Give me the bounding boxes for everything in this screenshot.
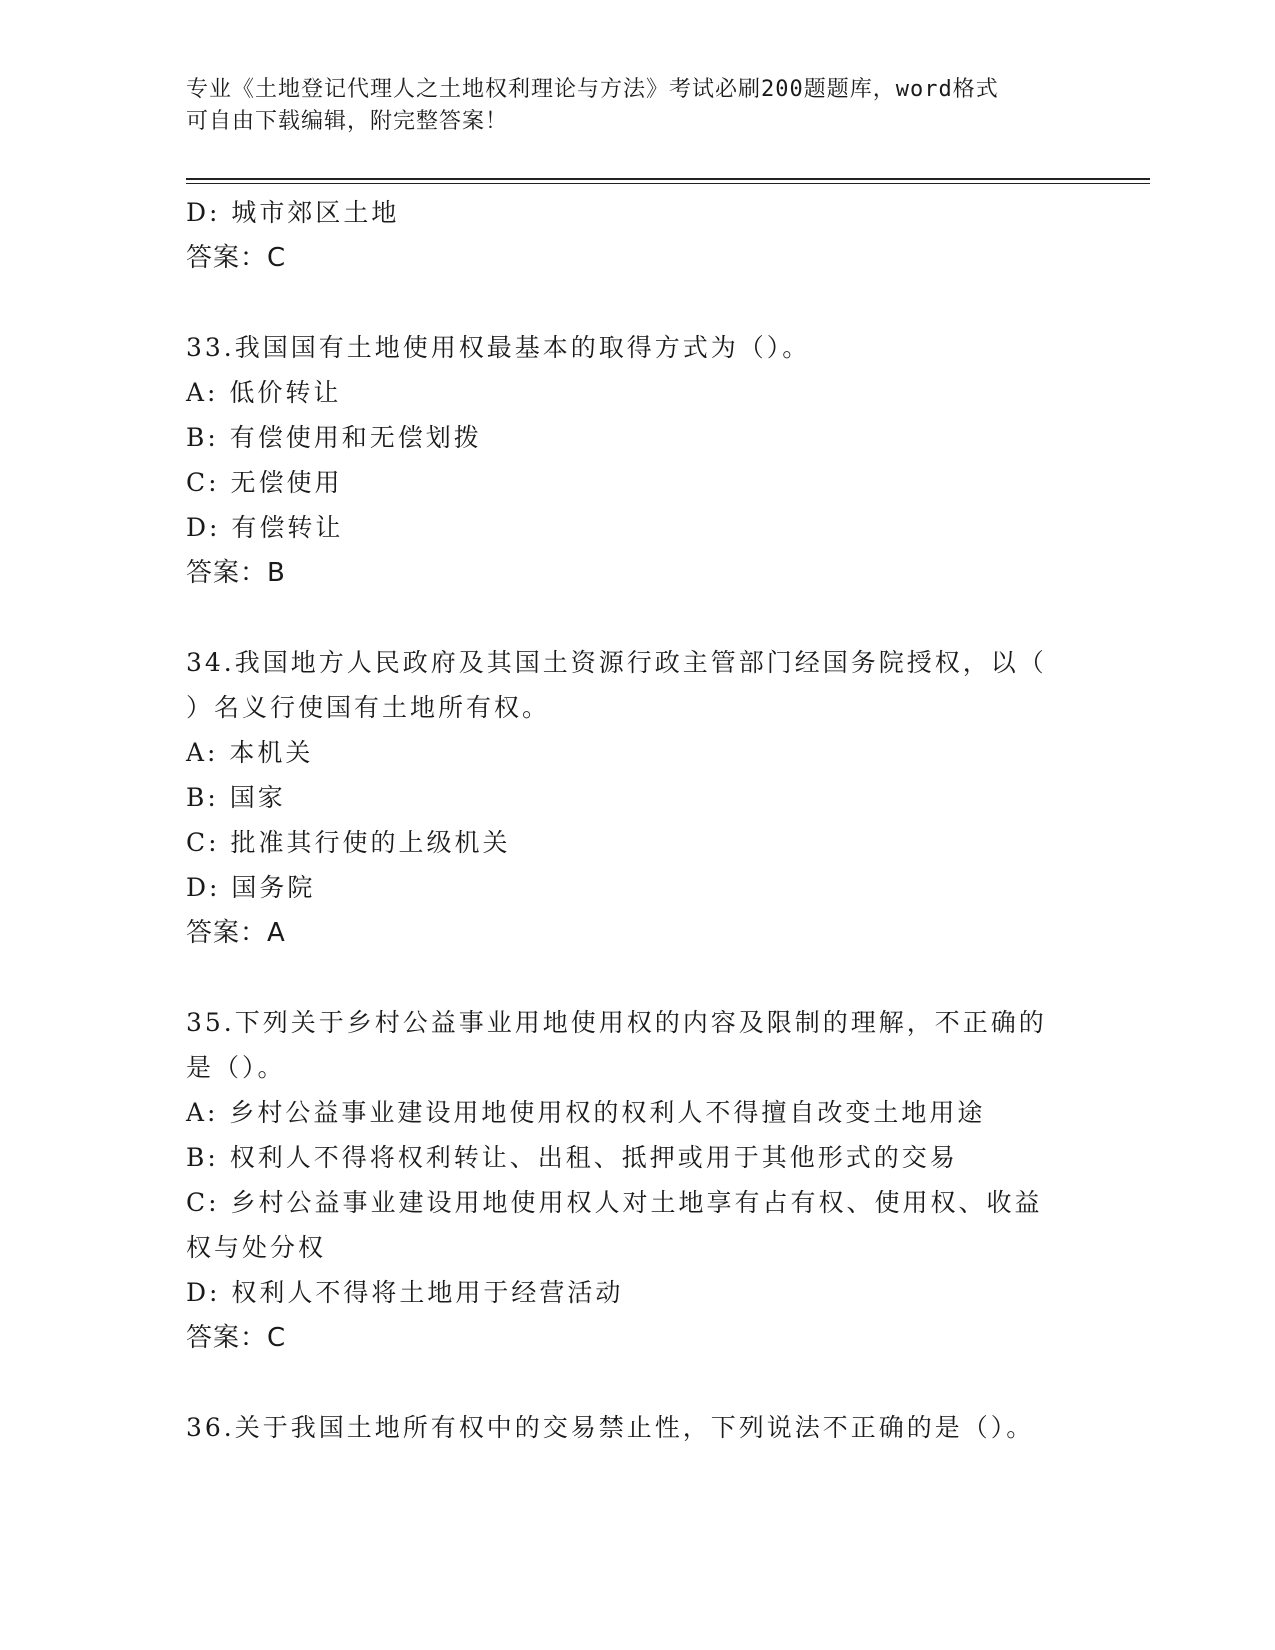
option-b: B: 有偿使用和无偿划拨 xyxy=(186,423,482,452)
option-c-line-2: 权与处分权 xyxy=(186,1233,327,1262)
question-stem-line-2: ）名义行使国有土地所有权。 xyxy=(186,693,551,722)
answer: 答案：C xyxy=(186,1323,287,1353)
answer: 答案：A xyxy=(186,918,286,948)
option-c: C: 批准其行使的上级机关 xyxy=(186,828,511,857)
header-title-line-2: 可自由下载编辑，附完整答案！ xyxy=(186,109,509,134)
question-stem: 36.关于我国土地所有权中的交易禁止性，下列说法不正确的是（）。 xyxy=(186,1413,1035,1442)
question-stem-line-2: 是（）。 xyxy=(186,1053,286,1082)
spacer xyxy=(186,956,1086,1000)
option-d: D: 权利人不得将土地用于经营活动 xyxy=(186,1278,624,1307)
spacer xyxy=(186,596,1086,640)
document-header xyxy=(186,74,1066,138)
option-c: C: 无偿使用 xyxy=(186,468,343,497)
option-a: A: 乡村公益事业建设用地使用权的权利人不得擅自改变土地用途 xyxy=(186,1098,986,1127)
question-34 xyxy=(186,640,1086,956)
option-d: D: 国务院 xyxy=(186,873,316,902)
header-divider-thin xyxy=(186,183,1150,184)
option-c-line-1: C: 乡村公益事业建设用地使用权人对土地享有占有权、使用权、收益 xyxy=(186,1188,1043,1217)
header-divider-thick xyxy=(186,178,1150,180)
question-stem-line-1: 35.下列关于乡村公益事业用地使用权的内容及限制的理解，不正确的 xyxy=(186,1008,1047,1037)
prev-option-d: D: 城市郊区土地 xyxy=(186,198,400,227)
question-stem-line-1: 34.我国地方人民政府及其国土资源行政主管部门经国务院授权，以（ xyxy=(186,648,1047,677)
option-a: A: 低价转让 xyxy=(186,378,342,407)
option-d: D: 有偿转让 xyxy=(186,513,344,542)
question-35 xyxy=(186,1000,1086,1361)
question-stem: 33.我国国有土地使用权最基本的取得方式为（）。 xyxy=(186,333,811,362)
spacer xyxy=(186,281,1086,325)
option-b: B: 权利人不得将权利转让、出租、抵押或用于其他形式的交易 xyxy=(186,1143,958,1172)
option-b: B: 国家 xyxy=(186,783,286,812)
question-list xyxy=(186,190,1086,1450)
question-33 xyxy=(186,325,1086,596)
answer: 答案：B xyxy=(186,558,286,588)
question-36 xyxy=(186,1405,1086,1450)
spacer xyxy=(186,1361,1086,1405)
prev-answer: 答案：C xyxy=(186,243,287,273)
option-a: A: 本机关 xyxy=(186,738,314,767)
header-title-line-1: 专业《土地登记代理人之土地权利理论与方法》考试必刷200题题库，word格式 xyxy=(186,77,999,102)
